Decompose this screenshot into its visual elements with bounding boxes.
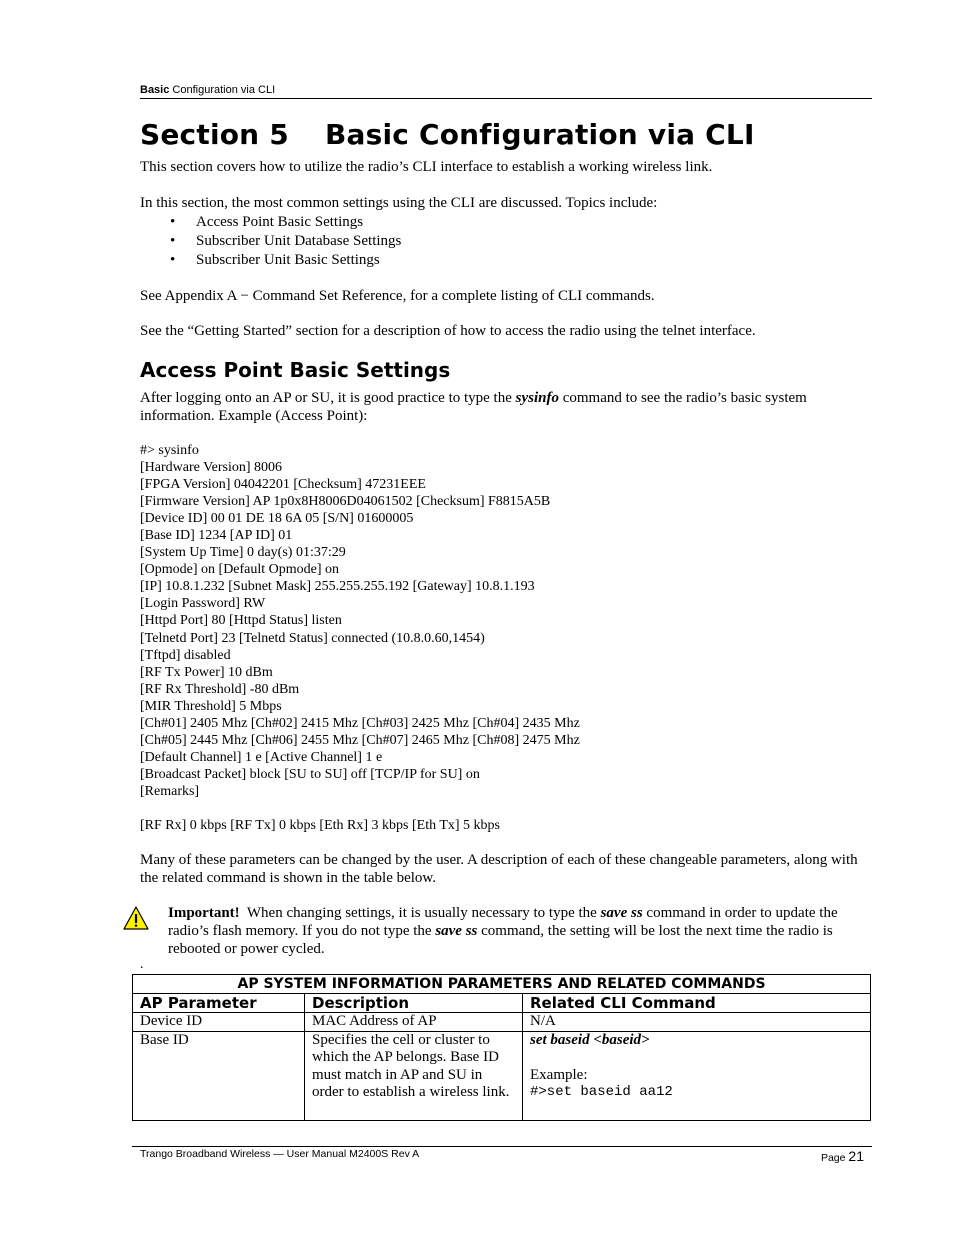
important-text-3: command, the setting will be lost the next time the radio is rebooted or power cycled.: [168, 923, 833, 957]
params-intro: Many of these parameters can be changed by the user. A description of each of these changeable parameters, along with the related command is shown in the table below.: [140, 852, 858, 886]
sysinfo-line: [Login Password] RW: [140, 596, 266, 612]
sysinfo-line: [Default Channel] 1 e [Active Channel] 1 e: [140, 749, 383, 765]
ap-para-after: command to see the radio’s basic system information. Example (Access Point):: [140, 390, 807, 424]
stray-period: .: [140, 957, 144, 972]
sysinfo-command: sysinfo: [515, 390, 559, 406]
sysinfo-line: [Hardware Version] 8006: [140, 460, 283, 476]
sysinfo-line: [Base ID] 1234 [AP ID] 01: [140, 528, 293, 544]
sysinfo-line: [Remarks]: [140, 783, 200, 799]
ap-parameters-table: [132, 974, 871, 1121]
important-note: [168, 904, 858, 958]
sysinfo-line: [Httpd Port] 80 [Httpd Status] listen: [140, 613, 342, 629]
page-number: [821, 1148, 864, 1164]
ap-section-paragraph: [140, 389, 852, 425]
sysinfo-line: [Broadcast Packet] block [SU to SU] off [TCP/IP for SU] on: [140, 766, 480, 782]
running-header-rest: Configuration via CLI: [169, 84, 276, 96]
list-item: • Access Point Basic Settings: [140, 213, 401, 232]
page-label: Page: [820, 1152, 846, 1164]
section-title: [140, 118, 755, 151]
important-label: Important!: [168, 905, 240, 921]
column-header: Description: [305, 994, 523, 1013]
command-cell: N/A: [523, 1013, 871, 1032]
section-title-text: Basic Configuration via CLI: [324, 118, 755, 151]
sysinfo-line: [IP] 10.8.1.232 [Subnet Mask] 255.255.255.192 [Gateway] 10.8.1.193: [140, 579, 535, 595]
page-number-value: 21: [848, 1148, 864, 1164]
footer-manual-title: Trango Broadband Wireless — User Manual M2400S Rev A: [140, 1148, 420, 1160]
save-ss-command: save ss: [600, 905, 643, 921]
description-cell: MAC Address of AP: [305, 1013, 523, 1032]
sysinfo-blank: [140, 800, 580, 817]
column-header: Related CLI Command: [523, 994, 871, 1013]
list-item: • Subscriber Unit Database Settings: [140, 232, 401, 251]
footer-rule: [132, 1146, 872, 1147]
appendix-reference: See Appendix A − Command Set Reference, for a complete listing of CLI commands.: [140, 288, 655, 304]
warning-triangle-icon: [122, 905, 150, 931]
sysinfo-line: [Ch#05] 2445 Mhz [Ch#06] 2455 Mhz [Ch#07] 2465 Mhz [Ch#08] 2475 Mhz: [140, 732, 580, 748]
sysinfo-line: [System Up Time] 0 day(s) 01:37:29: [140, 545, 346, 561]
column-header: AP Parameter: [133, 994, 305, 1013]
ap-para-before: After logging onto an AP or SU, it is good practice to type the: [140, 390, 516, 406]
sysinfo-line: [Ch#01] 2405 Mhz [Ch#02] 2415 Mhz [Ch#03] 2425 Mhz [Ch#04] 2435 Mhz: [140, 715, 580, 731]
sysinfo-line: [Firmware Version] AP 1p0x8H8006D04061502 [Checksum] F8815A5B: [140, 494, 551, 510]
important-text-1: When changing settings, it is usually necessary to type the: [239, 905, 601, 921]
example-label: Example:: [530, 1066, 588, 1083]
sysinfo-line: #> sysinfo: [140, 443, 199, 458]
sysinfo-line: [Tftpd] disabled: [140, 647, 231, 663]
sysinfo-line: [Device ID] 00 01 DE 18 6A 05 [S/N] 01600005: [140, 511, 414, 527]
running-header: [140, 84, 275, 96]
sysinfo-rates: [RF Rx] 0 kbps [RF Tx] 0 kbps [Eth Rx] 3 kbps [Eth Tx] 5 kbps: [140, 818, 500, 834]
cell-spacer: [530, 1049, 863, 1067]
intro-paragraph: This section covers how to utilize the radio’s CLI interface to establish a working wireless link.: [140, 159, 713, 175]
header-rule: [140, 98, 872, 99]
sysinfo-line: [RF Tx Power] 10 dBm: [140, 664, 273, 680]
table-row: [133, 1013, 871, 1032]
sysinfo-line: [FPGA Version] 04042201 [Checksum] 47231EEE: [140, 477, 426, 493]
topics-intro: In this section, the most common settings using the CLI are discussed. Topics include:: [140, 195, 658, 211]
sysinfo-line: [Telnetd Port] 23 [Telnetd Status] connected (10.8.0.60,1454): [140, 630, 485, 646]
ap-section-heading: Access Point Basic Settings: [140, 358, 451, 382]
table-header-row: [133, 994, 871, 1013]
sysinfo-line: [RF Rx Threshold] -80 dBm: [140, 681, 300, 697]
set-baseid-command: set baseid <baseid>: [530, 1031, 650, 1048]
running-header-bold: Basic: [140, 84, 170, 96]
list-item: • Subscriber Unit Basic Settings: [140, 251, 401, 270]
param-cell: Device ID: [133, 1013, 305, 1032]
important-text-2: command in order to update the radio’s flash memory. If you do not type the: [168, 905, 838, 939]
topics-list: [140, 213, 401, 270]
sysinfo-line: [Opmode] on [Default Opmode] on: [140, 562, 340, 578]
table-row: [133, 1031, 871, 1120]
example-command: #>set baseid aa12: [530, 1084, 673, 1101]
table-title-row: [133, 975, 871, 994]
table-title: AP SYSTEM INFORMATION PARAMETERS AND RELATED COMMANDS: [133, 975, 871, 994]
getting-started-reference: See the “Getting Started” section for a description of how to access the radio using the telnet interface.: [140, 323, 756, 339]
sysinfo-output: [140, 442, 580, 834]
sysinfo-line: [MIR Threshold] 5 Mbps: [140, 698, 282, 714]
param-cell: Base ID: [133, 1031, 305, 1120]
section-label: Section 5: [140, 118, 289, 151]
description-cell: Specifies the cell or cluster to which the AP belongs. Base ID must match in AP and SU in order to establish a wireless link.: [305, 1031, 523, 1120]
command-cell: [523, 1031, 871, 1120]
save-ss-command: save ss: [435, 923, 478, 939]
